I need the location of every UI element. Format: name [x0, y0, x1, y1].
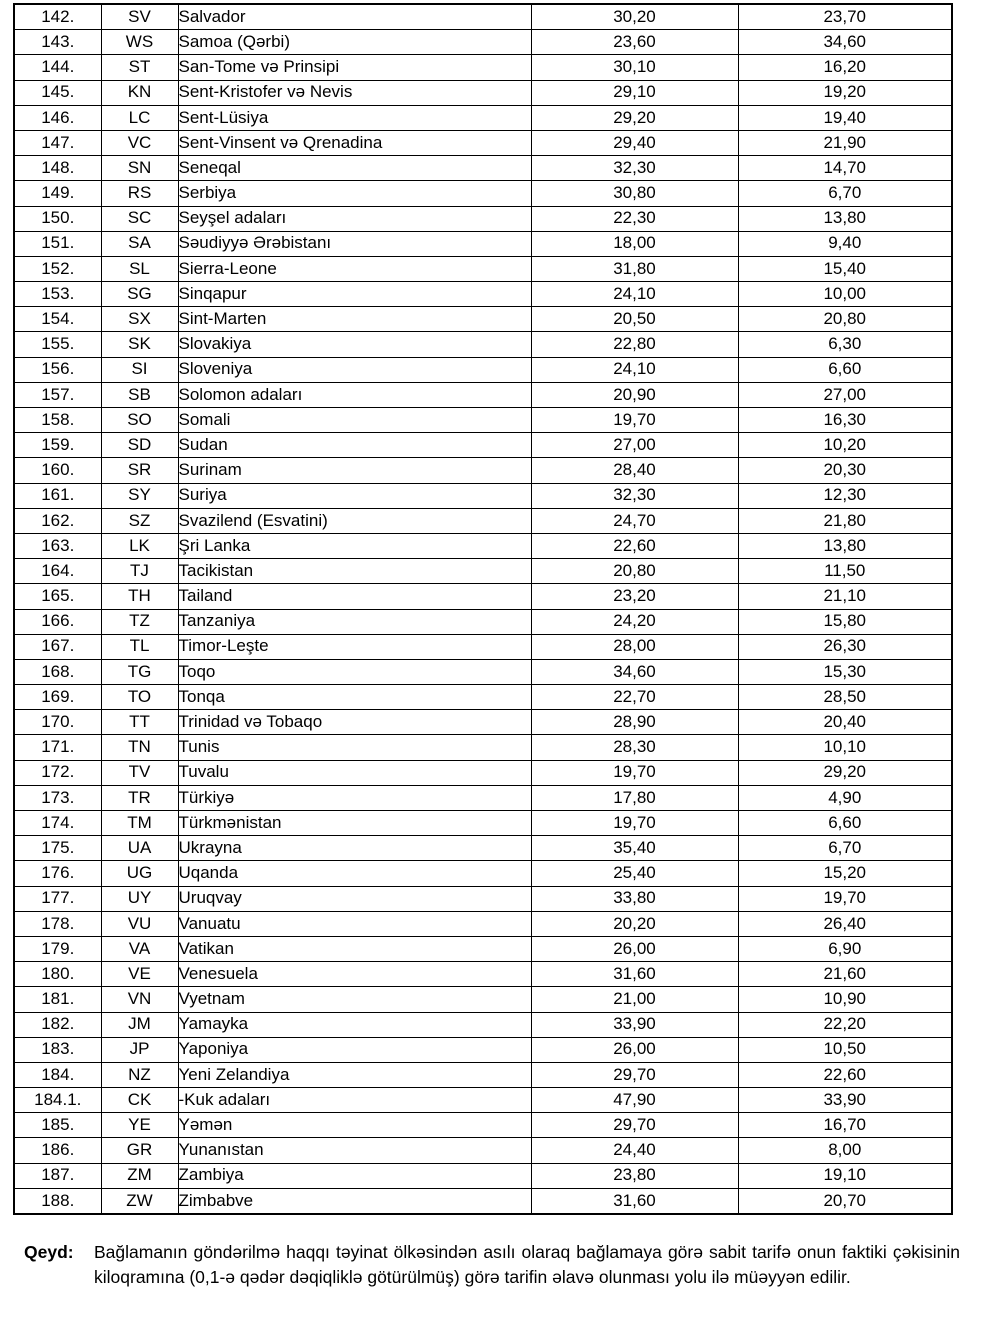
country-name-cell: San-Tome və Prinsipi: [178, 55, 531, 80]
row-number-cell: 173.: [14, 785, 101, 810]
tariff-value-1-cell: 29,10: [531, 80, 738, 105]
tariff-value-2-cell: 29,20: [738, 760, 952, 785]
country-name-cell: Somali: [178, 408, 531, 433]
tariff-value-2-cell: 26,30: [738, 634, 952, 659]
tariff-value-2-cell: 11,50: [738, 559, 952, 584]
row-number-cell: 149.: [14, 181, 101, 206]
tariff-value-1-cell: 24,70: [531, 508, 738, 533]
tariff-value-1-cell: 23,20: [531, 584, 738, 609]
country-code-cell: SO: [101, 408, 178, 433]
note-text: Bağlamanın göndərilmə haqqı təyinat ölkəsindən asılı olaraq bağlamaya görə sabit tarifə onun faktiki çəkisinin kiloqramına (0,1-ə qədər dəqiqliklə götürülmüş) görə tarifin əlavə olunması yolu ilə müəyyən edilir.: [94, 1242, 960, 1287]
row-number-cell: 159.: [14, 433, 101, 458]
row-number-cell: 147.: [14, 130, 101, 155]
tariff-value-2-cell: 15,20: [738, 861, 952, 886]
row-number-cell: 184.1.: [14, 1088, 101, 1113]
tariff-value-2-cell: 6,70: [738, 836, 952, 861]
country-code-cell: VN: [101, 987, 178, 1012]
table-row: [14, 4, 952, 30]
tariff-value-1-cell: 22,60: [531, 533, 738, 558]
country-name-cell: Sloveniya: [178, 357, 531, 382]
country-tariff-table: [13, 3, 953, 1215]
country-name-cell: Vatikan: [178, 936, 531, 961]
tariff-value-1-cell: 17,80: [531, 785, 738, 810]
table-row: [14, 80, 952, 105]
tariff-value-1-cell: 33,80: [531, 886, 738, 911]
tariff-value-2-cell: 27,00: [738, 382, 952, 407]
row-number-cell: 171.: [14, 735, 101, 760]
tariff-value-1-cell: 22,70: [531, 685, 738, 710]
tariff-value-1-cell: 20,20: [531, 911, 738, 936]
row-number-cell: 150.: [14, 206, 101, 231]
country-name-cell: Seyşel adaları: [178, 206, 531, 231]
tariff-value-1-cell: 26,00: [531, 936, 738, 961]
country-name-cell: Zambiya: [178, 1163, 531, 1188]
row-number-cell: 180.: [14, 962, 101, 987]
country-name-cell: Samoa (Qərbi): [178, 30, 531, 55]
tariff-value-2-cell: 33,90: [738, 1088, 952, 1113]
table-row: [14, 634, 952, 659]
country-name-cell: Yeni Zelandiya: [178, 1062, 531, 1087]
country-name-cell: Uruqvay: [178, 886, 531, 911]
table-row: [14, 1138, 952, 1163]
table-row: [14, 156, 952, 181]
country-code-cell: TN: [101, 735, 178, 760]
tariff-value-2-cell: 21,10: [738, 584, 952, 609]
tariff-value-2-cell: 10,00: [738, 282, 952, 307]
tariff-value-1-cell: 25,40: [531, 861, 738, 886]
tariff-value-1-cell: 24,10: [531, 357, 738, 382]
country-name-cell: Sierra-Leone: [178, 256, 531, 281]
tariff-value-2-cell: 12,30: [738, 483, 952, 508]
table-row: [14, 760, 952, 785]
country-name-cell: Svazilend (Esvatini): [178, 508, 531, 533]
tariff-value-1-cell: 31,60: [531, 962, 738, 987]
row-number-cell: 178.: [14, 911, 101, 936]
table-row: [14, 1062, 952, 1087]
table-row: [14, 408, 952, 433]
tariff-value-2-cell: 19,10: [738, 1163, 952, 1188]
table-row: [14, 861, 952, 886]
tariff-value-1-cell: 21,00: [531, 987, 738, 1012]
tariff-value-2-cell: 8,00: [738, 1138, 952, 1163]
country-code-cell: YE: [101, 1113, 178, 1138]
table-row: [14, 911, 952, 936]
row-number-cell: 156.: [14, 357, 101, 382]
tariff-value-1-cell: 19,70: [531, 408, 738, 433]
country-name-cell: Zimbabve: [178, 1188, 531, 1214]
row-number-cell: 163.: [14, 533, 101, 558]
tariff-value-1-cell: 20,90: [531, 382, 738, 407]
tariff-value-1-cell: 20,50: [531, 307, 738, 332]
country-code-cell: JM: [101, 1012, 178, 1037]
tariff-value-1-cell: 30,10: [531, 55, 738, 80]
country-code-cell: SG: [101, 282, 178, 307]
country-code-cell: TZ: [101, 609, 178, 634]
row-number-cell: 188.: [14, 1188, 101, 1214]
table-row: [14, 1163, 952, 1188]
tariff-value-1-cell: 23,80: [531, 1163, 738, 1188]
table-row: [14, 962, 952, 987]
table-row: [14, 685, 952, 710]
country-name-cell: Sent-Vinsent və Qrenadina: [178, 130, 531, 155]
country-code-cell: NZ: [101, 1062, 178, 1087]
country-code-cell: TL: [101, 634, 178, 659]
country-code-cell: VE: [101, 962, 178, 987]
row-number-cell: 185.: [14, 1113, 101, 1138]
tariff-value-2-cell: 13,80: [738, 206, 952, 231]
row-number-cell: 161.: [14, 483, 101, 508]
country-code-cell: ZM: [101, 1163, 178, 1188]
country-code-cell: TJ: [101, 559, 178, 584]
country-name-cell: Sent-Kristofer və Nevis: [178, 80, 531, 105]
tariff-value-2-cell: 4,90: [738, 785, 952, 810]
row-number-cell: 158.: [14, 408, 101, 433]
table-row: [14, 206, 952, 231]
country-name-cell: Sent-Lüsiya: [178, 105, 531, 130]
country-name-cell: Tailand: [178, 584, 531, 609]
tariff-value-2-cell: 15,30: [738, 659, 952, 684]
row-number-cell: 154.: [14, 307, 101, 332]
row-number-cell: 142.: [14, 4, 101, 30]
country-code-cell: ZW: [101, 1188, 178, 1214]
country-name-cell: Şri Lanka: [178, 533, 531, 558]
tariff-value-1-cell: 28,40: [531, 458, 738, 483]
country-name-cell: Yamayka: [178, 1012, 531, 1037]
tariff-value-2-cell: 13,80: [738, 533, 952, 558]
country-name-cell: Serbiya: [178, 181, 531, 206]
tariff-value-2-cell: 6,90: [738, 936, 952, 961]
tariff-value-1-cell: 34,60: [531, 659, 738, 684]
country-code-cell: UG: [101, 861, 178, 886]
tariff-value-1-cell: 32,30: [531, 156, 738, 181]
tariff-value-2-cell: 19,40: [738, 105, 952, 130]
tariff-value-2-cell: 21,80: [738, 508, 952, 533]
table-row: [14, 382, 952, 407]
country-code-cell: SI: [101, 357, 178, 382]
country-name-cell: Seneqal: [178, 156, 531, 181]
country-name-cell: Yəmən: [178, 1113, 531, 1138]
tariff-value-1-cell: 30,80: [531, 181, 738, 206]
country-code-cell: TV: [101, 760, 178, 785]
tariff-value-1-cell: 19,70: [531, 760, 738, 785]
country-name-cell: Sudan: [178, 433, 531, 458]
country-name-cell: Salvador: [178, 4, 531, 30]
country-name-cell: Yunanıstan: [178, 1138, 531, 1163]
table-row: [14, 1088, 952, 1113]
country-name-cell: Sint-Marten: [178, 307, 531, 332]
tariff-value-1-cell: 27,00: [531, 433, 738, 458]
country-code-cell: WS: [101, 30, 178, 55]
tariff-value-2-cell: 21,60: [738, 962, 952, 987]
country-code-cell: SD: [101, 433, 178, 458]
row-number-cell: 169.: [14, 685, 101, 710]
tariff-value-2-cell: 14,70: [738, 156, 952, 181]
note-label: Qeyd:: [24, 1242, 74, 1262]
row-number-cell: 146.: [14, 105, 101, 130]
row-number-cell: 143.: [14, 30, 101, 55]
table-row: [14, 886, 952, 911]
row-number-cell: 167.: [14, 634, 101, 659]
tariff-value-1-cell: 32,30: [531, 483, 738, 508]
tariff-value-1-cell: 24,40: [531, 1138, 738, 1163]
row-number-cell: 145.: [14, 80, 101, 105]
row-number-cell: 148.: [14, 156, 101, 181]
table-row: [14, 1113, 952, 1138]
row-number-cell: 170.: [14, 710, 101, 735]
tariff-value-2-cell: 6,70: [738, 181, 952, 206]
tariff-value-1-cell: 19,70: [531, 811, 738, 836]
row-number-cell: 164.: [14, 559, 101, 584]
country-code-cell: TG: [101, 659, 178, 684]
tariff-value-1-cell: 31,60: [531, 1188, 738, 1214]
country-code-cell: SR: [101, 458, 178, 483]
country-name-cell: Suriya: [178, 483, 531, 508]
table-row: [14, 735, 952, 760]
country-code-cell: VC: [101, 130, 178, 155]
table-row: [14, 483, 952, 508]
tariff-value-2-cell: 16,30: [738, 408, 952, 433]
country-name-cell: Vanuatu: [178, 911, 531, 936]
tariff-value-2-cell: 20,80: [738, 307, 952, 332]
country-name-cell: Türkiyə: [178, 785, 531, 810]
tariff-value-1-cell: 33,90: [531, 1012, 738, 1037]
country-code-cell: SL: [101, 256, 178, 281]
tariff-value-1-cell: 24,10: [531, 282, 738, 307]
country-name-cell: Türkmənistan: [178, 811, 531, 836]
row-number-cell: 184.: [14, 1062, 101, 1087]
row-number-cell: 162.: [14, 508, 101, 533]
row-number-cell: 177.: [14, 886, 101, 911]
country-name-cell: Tonqa: [178, 685, 531, 710]
country-code-cell: SN: [101, 156, 178, 181]
country-code-cell: SC: [101, 206, 178, 231]
tariff-value-1-cell: 28,90: [531, 710, 738, 735]
table-row: [14, 609, 952, 634]
tariff-value-2-cell: 15,80: [738, 609, 952, 634]
tariff-value-2-cell: 22,60: [738, 1062, 952, 1087]
country-code-cell: UY: [101, 886, 178, 911]
tariff-value-2-cell: 19,20: [738, 80, 952, 105]
tariff-value-2-cell: 9,40: [738, 231, 952, 256]
table-row: [14, 357, 952, 382]
table-row: [14, 332, 952, 357]
tariff-value-1-cell: 29,40: [531, 130, 738, 155]
tariff-value-2-cell: 10,90: [738, 987, 952, 1012]
tariff-value-2-cell: 16,20: [738, 55, 952, 80]
country-code-cell: CK: [101, 1088, 178, 1113]
table-row: [14, 231, 952, 256]
table-row: [14, 785, 952, 810]
row-number-cell: 187.: [14, 1163, 101, 1188]
row-number-cell: 151.: [14, 231, 101, 256]
country-code-cell: UA: [101, 836, 178, 861]
row-number-cell: 176.: [14, 861, 101, 886]
table-row: [14, 1012, 952, 1037]
row-number-cell: 168.: [14, 659, 101, 684]
tariff-value-2-cell: 28,50: [738, 685, 952, 710]
table-row: [14, 30, 952, 55]
country-name-cell: Slovakiya: [178, 332, 531, 357]
tariff-value-2-cell: 20,40: [738, 710, 952, 735]
row-number-cell: 174.: [14, 811, 101, 836]
row-number-cell: 179.: [14, 936, 101, 961]
country-code-cell: TH: [101, 584, 178, 609]
tariff-value-1-cell: 26,00: [531, 1037, 738, 1062]
row-number-cell: 165.: [14, 584, 101, 609]
row-number-cell: 144.: [14, 55, 101, 80]
country-code-cell: SZ: [101, 508, 178, 533]
country-code-cell: LK: [101, 533, 178, 558]
country-code-cell: JP: [101, 1037, 178, 1062]
country-name-cell: -Kuk adaları: [178, 1088, 531, 1113]
country-name-cell: Toqo: [178, 659, 531, 684]
country-name-cell: Surinam: [178, 458, 531, 483]
country-code-cell: TM: [101, 811, 178, 836]
tariff-value-2-cell: 10,50: [738, 1037, 952, 1062]
row-number-cell: 175.: [14, 836, 101, 861]
table-row: [14, 533, 952, 558]
table-row: [14, 130, 952, 155]
tariff-value-1-cell: 22,80: [531, 332, 738, 357]
country-code-cell: KN: [101, 80, 178, 105]
tariff-value-2-cell: 20,70: [738, 1188, 952, 1214]
tariff-value-1-cell: 20,80: [531, 559, 738, 584]
table-row: [14, 458, 952, 483]
table-row: [14, 433, 952, 458]
country-code-cell: RS: [101, 181, 178, 206]
country-code-cell: SK: [101, 332, 178, 357]
country-code-cell: GR: [101, 1138, 178, 1163]
table-row: [14, 282, 952, 307]
tariff-value-1-cell: 24,20: [531, 609, 738, 634]
tariff-value-1-cell: 22,30: [531, 206, 738, 231]
country-code-cell: LC: [101, 105, 178, 130]
table-row: [14, 508, 952, 533]
country-name-cell: Ukrayna: [178, 836, 531, 861]
tariff-value-2-cell: 21,90: [738, 130, 952, 155]
table-row: [14, 1037, 952, 1062]
country-name-cell: Vyetnam: [178, 987, 531, 1012]
tariff-value-1-cell: 29,70: [531, 1062, 738, 1087]
row-number-cell: 172.: [14, 760, 101, 785]
tariff-value-1-cell: 18,00: [531, 231, 738, 256]
row-number-cell: 183.: [14, 1037, 101, 1062]
tariff-value-2-cell: 19,70: [738, 886, 952, 911]
table-row: [14, 1188, 952, 1214]
tariff-value-1-cell: 35,40: [531, 836, 738, 861]
tariff-value-2-cell: 22,20: [738, 1012, 952, 1037]
country-name-cell: Tunis: [178, 735, 531, 760]
row-number-cell: 160.: [14, 458, 101, 483]
country-table-body: [14, 4, 952, 1214]
country-code-cell: SV: [101, 4, 178, 30]
table-row: [14, 181, 952, 206]
tariff-value-1-cell: 23,60: [531, 30, 738, 55]
country-name-cell: Venesuela: [178, 962, 531, 987]
tariff-value-1-cell: 29,70: [531, 1113, 738, 1138]
tariff-value-2-cell: 6,60: [738, 357, 952, 382]
tariff-value-1-cell: 29,20: [531, 105, 738, 130]
tariff-value-1-cell: 31,80: [531, 256, 738, 281]
note: [24, 1240, 960, 1290]
country-name-cell: Trinidad və Tobaqo: [178, 710, 531, 735]
row-number-cell: 182.: [14, 1012, 101, 1037]
table-row: [14, 307, 952, 332]
table-row: [14, 936, 952, 961]
tariff-value-2-cell: 6,60: [738, 811, 952, 836]
country-name-cell: Səudiyyə Ərəbistanı: [178, 231, 531, 256]
tariff-value-2-cell: 34,60: [738, 30, 952, 55]
tariff-value-2-cell: 23,70: [738, 4, 952, 30]
tariff-value-2-cell: 16,70: [738, 1113, 952, 1138]
table-row: [14, 584, 952, 609]
row-number-cell: 155.: [14, 332, 101, 357]
country-name-cell: Tacikistan: [178, 559, 531, 584]
country-code-cell: SY: [101, 483, 178, 508]
country-code-cell: SX: [101, 307, 178, 332]
country-code-cell: ST: [101, 55, 178, 80]
country-code-cell: SA: [101, 231, 178, 256]
row-number-cell: 181.: [14, 987, 101, 1012]
table-row: [14, 710, 952, 735]
row-number-cell: 186.: [14, 1138, 101, 1163]
row-number-cell: 153.: [14, 282, 101, 307]
table-row: [14, 256, 952, 281]
row-number-cell: 157.: [14, 382, 101, 407]
country-code-cell: SB: [101, 382, 178, 407]
table-row: [14, 559, 952, 584]
table-row: [14, 55, 952, 80]
tariff-value-1-cell: 47,90: [531, 1088, 738, 1113]
table-row: [14, 836, 952, 861]
row-number-cell: 152.: [14, 256, 101, 281]
country-name-cell: Timor-Leşte: [178, 634, 531, 659]
tariff-value-1-cell: 28,00: [531, 634, 738, 659]
country-code-cell: VU: [101, 911, 178, 936]
tariff-value-1-cell: 28,30: [531, 735, 738, 760]
tariff-value-2-cell: 15,40: [738, 256, 952, 281]
table-row: [14, 659, 952, 684]
tariff-value-1-cell: 30,20: [531, 4, 738, 30]
tariff-value-2-cell: 10,10: [738, 735, 952, 760]
table-row: [14, 811, 952, 836]
table-row: [14, 987, 952, 1012]
country-name-cell: Tanzaniya: [178, 609, 531, 634]
tariff-value-2-cell: 26,40: [738, 911, 952, 936]
country-code-cell: VA: [101, 936, 178, 961]
tariff-value-2-cell: 20,30: [738, 458, 952, 483]
tariff-value-2-cell: 6,30: [738, 332, 952, 357]
row-number-cell: 166.: [14, 609, 101, 634]
country-name-cell: Sinqapur: [178, 282, 531, 307]
country-name-cell: Solomon adaları: [178, 382, 531, 407]
country-name-cell: Uqanda: [178, 861, 531, 886]
country-name-cell: Tuvalu: [178, 760, 531, 785]
country-code-cell: TR: [101, 785, 178, 810]
country-name-cell: Yaponiya: [178, 1037, 531, 1062]
table-row: [14, 105, 952, 130]
country-code-cell: TO: [101, 685, 178, 710]
country-code-cell: TT: [101, 710, 178, 735]
tariff-value-2-cell: 10,20: [738, 433, 952, 458]
